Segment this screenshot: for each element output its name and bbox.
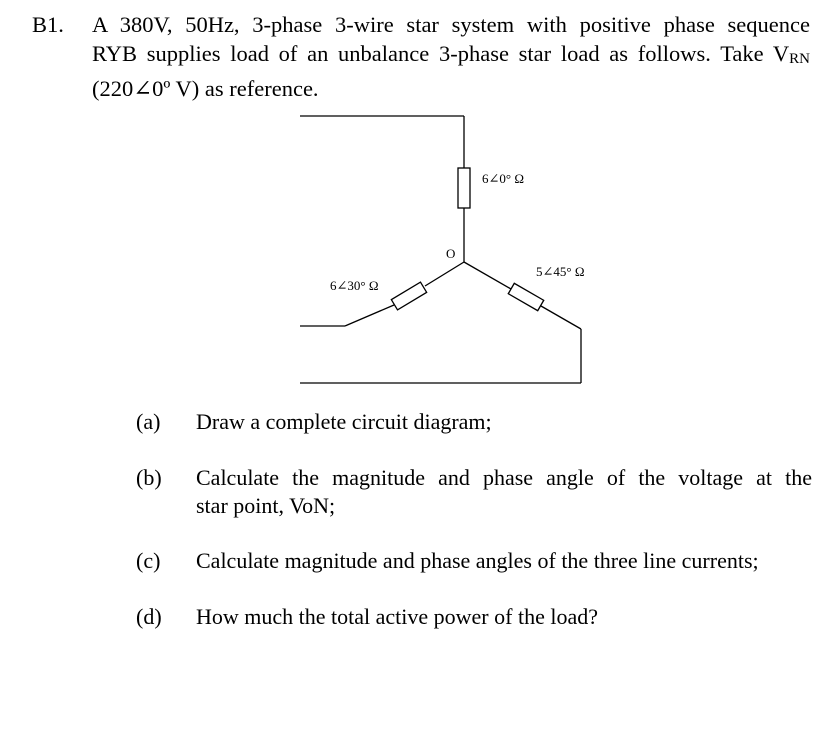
part-d-line-1: How much the total active power of the load? [196, 604, 598, 629]
part-b-label: (b) [136, 465, 162, 490]
part-c-label: (c) [136, 548, 161, 573]
part-d-text [196, 603, 812, 631]
question-line-3: (220∠0º V) as reference. [92, 76, 319, 101]
impedance-right-box [508, 283, 543, 310]
vrn-subscript: RN [789, 51, 810, 67]
part-a-label: (a) [136, 409, 161, 434]
part-a-line-1: Draw a complete circuit diagram; [196, 409, 492, 434]
impedance-top-label: 6∠0° Ω [482, 171, 525, 186]
question-line-2-text: RYB supplies load of an unbalance 3-phase star load as follows. Take V [92, 41, 790, 66]
part-b-line-2: star point, VoN; [196, 493, 336, 518]
part-a-text [196, 408, 812, 436]
wire-star-to-right [464, 262, 511, 289]
question-text [92, 10, 810, 103]
question-line-1: A 380V, 50Hz, 3-phase 3-wire star system with positive phase sequence [92, 12, 810, 37]
impedance-right-label: 5∠45° Ω [536, 264, 585, 279]
part-b-text [196, 464, 812, 520]
wire-right-diagonal [541, 306, 581, 329]
impedance-top-box [458, 168, 470, 208]
question-line-2 [92, 39, 810, 74]
wire-left-diagonal [345, 305, 394, 326]
impedance-left-box [391, 282, 426, 310]
part-c-text [196, 547, 812, 575]
question-number: B1. [32, 12, 64, 37]
part-b-line-1: Calculate the magnitude and phase angle of the voltage at the [196, 465, 812, 490]
wire-star-to-left [425, 262, 464, 286]
star-point-label: O [446, 246, 456, 261]
part-d-label: (d) [136, 604, 162, 629]
impedance-left-label: 6∠30° Ω [330, 278, 379, 293]
part-c-line-1: Calculate magnitude and phase angles of the three line currents; [196, 548, 759, 573]
